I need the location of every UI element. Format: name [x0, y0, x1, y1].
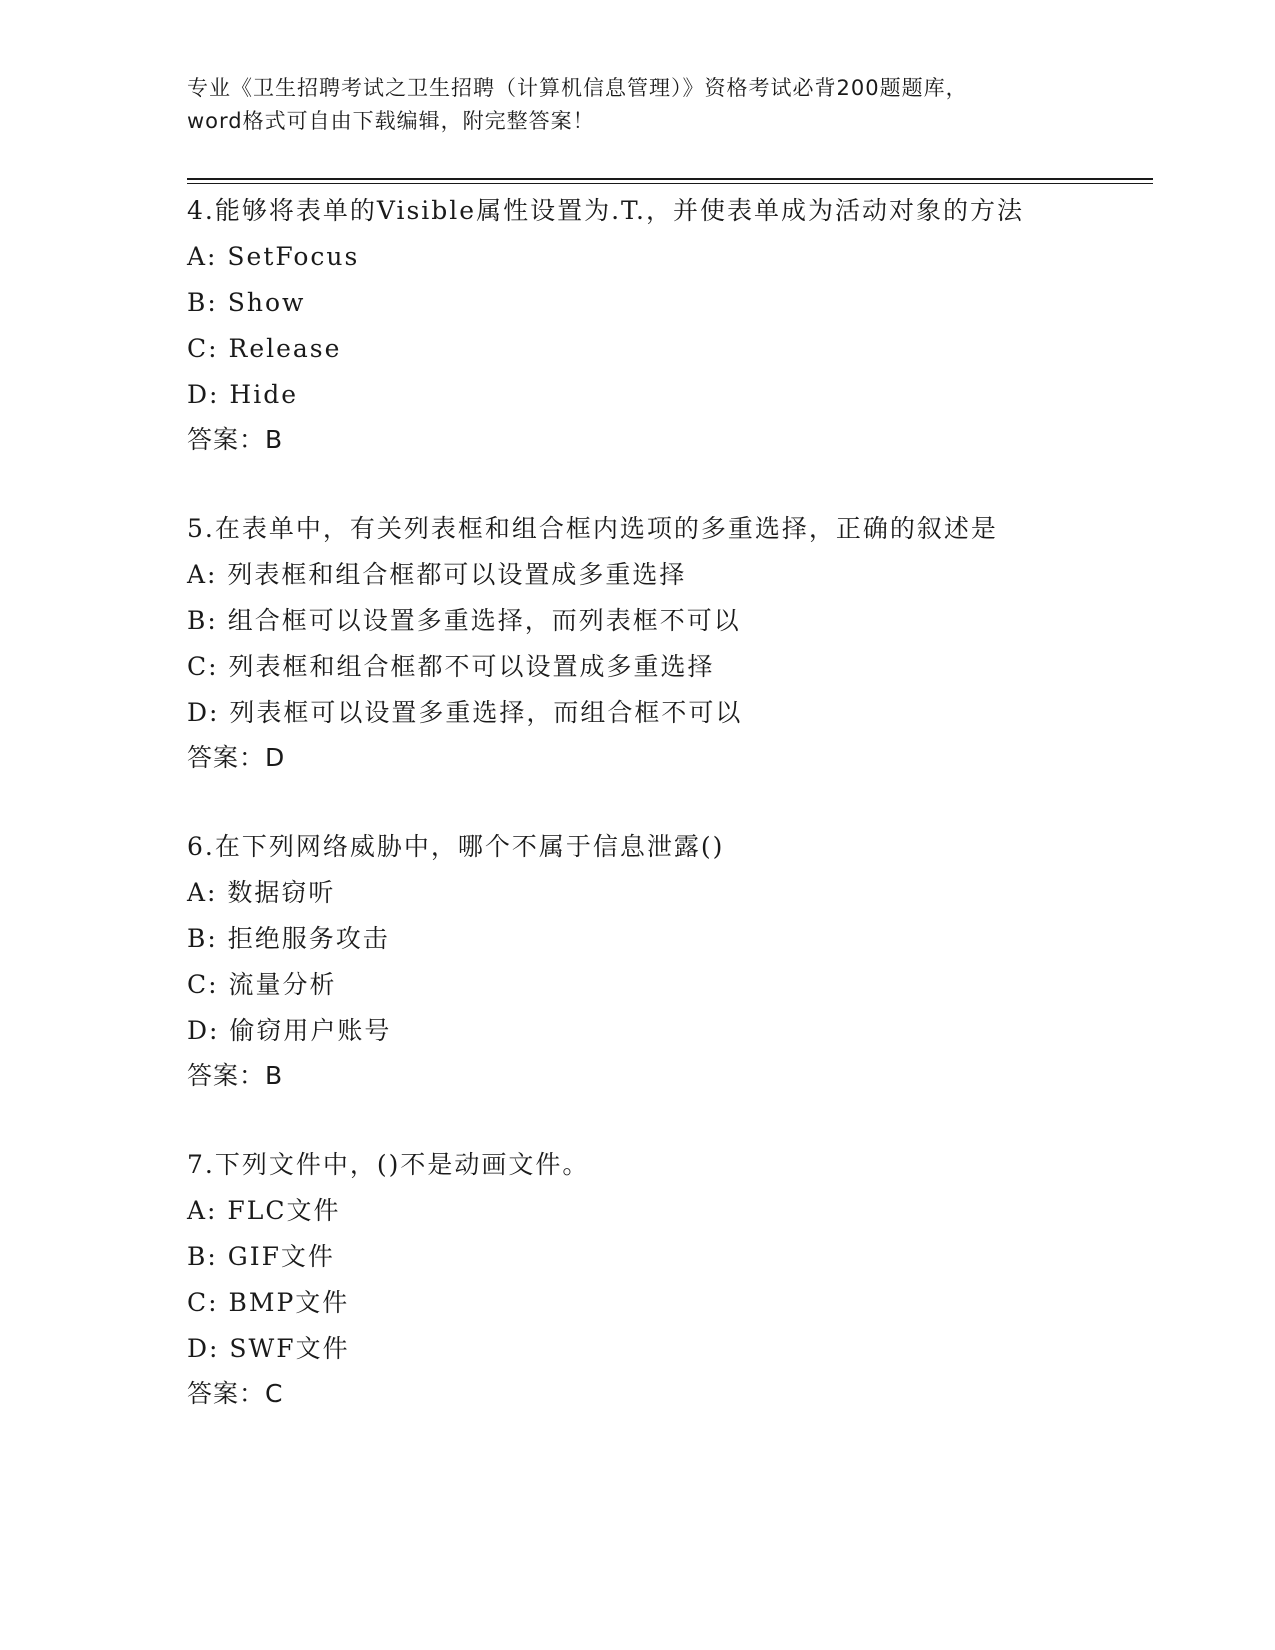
- question-4: [187, 188, 1087, 462]
- question-text: 4.能够将表单的Visible属性设置为.T.，并使表单成为活动对象的方法: [187, 196, 1024, 225]
- header-divider-thick: [187, 178, 1153, 180]
- option-c: C: BMP文件: [187, 1288, 350, 1317]
- question-5: [187, 506, 1087, 780]
- question-7: [187, 1142, 1087, 1416]
- option-b: B: 拒绝服务攻击: [187, 924, 390, 953]
- answer: 答案：B: [187, 1061, 284, 1090]
- document-header: [187, 72, 1107, 138]
- answer: 答案：D: [187, 743, 286, 772]
- option-a: A: 数据窃听: [187, 878, 336, 907]
- option-d: D: 列表框可以设置多重选择，而组合框不可以: [187, 698, 743, 727]
- header-line-1: 专业《卫生招聘考试之卫生招聘（计算机信息管理）》资格考试必背200题题库，: [187, 76, 968, 100]
- header-line-2: word格式可自由下载编辑，附完整答案！: [187, 109, 595, 133]
- option-b: B: GIF文件: [187, 1242, 335, 1271]
- answer: 答案：C: [187, 1379, 284, 1408]
- question-text: 6.在下列网络威胁中，哪个不属于信息泄露(): [187, 832, 725, 861]
- question-text: 5.在表单中，有关列表框和组合框内选项的多重选择，正确的叙述是: [187, 514, 998, 543]
- option-d: D: 偷窃用户账号: [187, 1016, 392, 1045]
- question-6: [187, 824, 1087, 1098]
- option-d: D: SWF文件: [187, 1334, 350, 1363]
- option-d: D: Hide: [187, 380, 299, 409]
- option-c: C: 流量分析: [187, 970, 337, 999]
- question-text: 7.下列文件中，()不是动画文件。: [187, 1150, 590, 1179]
- option-b: B: Show: [187, 288, 306, 317]
- header-divider-thin: [187, 183, 1153, 184]
- option-a: A: 列表框和组合框都可以设置成多重选择: [187, 560, 687, 589]
- option-a: A: FLC文件: [187, 1196, 341, 1225]
- option-b: B: 组合框可以设置多重选择，而列表框不可以: [187, 606, 741, 635]
- option-c: C: 列表框和组合框都不可以设置成多重选择: [187, 652, 715, 681]
- option-c: C: Release: [187, 334, 342, 363]
- option-a: A: SetFocus: [187, 242, 360, 271]
- answer: 答案：B: [187, 425, 284, 454]
- question-list: [187, 188, 1087, 1460]
